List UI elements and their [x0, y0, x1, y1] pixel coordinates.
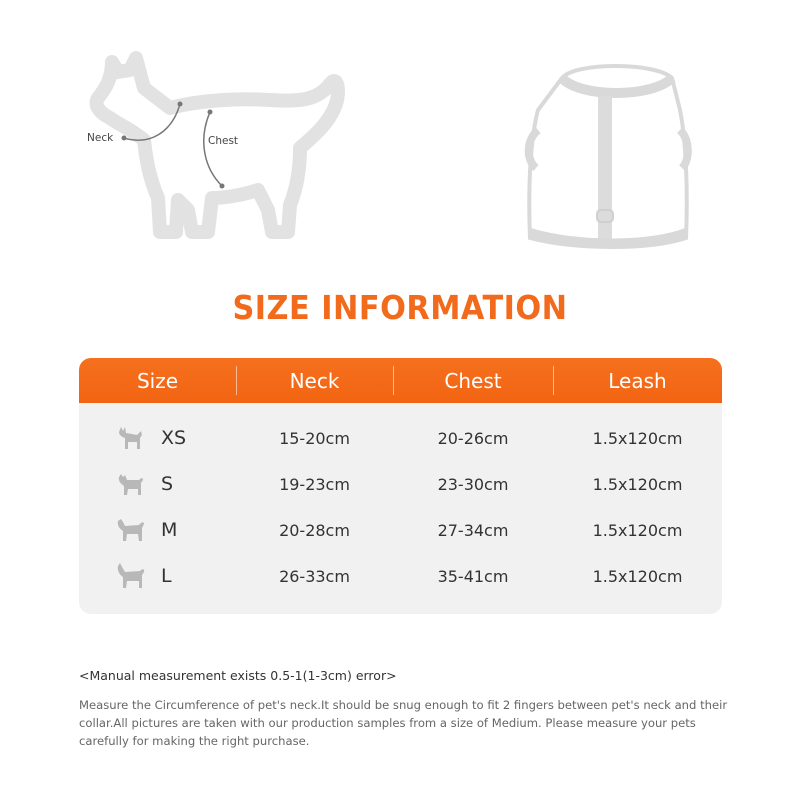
neck-cell: 15-20cm — [279, 428, 350, 448]
chest-cell: 23-30cm — [437, 474, 509, 494]
header-neck: Neck — [289, 368, 340, 393]
table-row — [79, 507, 722, 553]
header-divider — [393, 366, 394, 395]
size-cell — [79, 515, 236, 545]
leash-cell: 1.5x120cm — [592, 520, 683, 540]
chest-measure-line — [204, 112, 222, 186]
dog-xs-icon — [115, 423, 147, 453]
chest-cell: 20-26cm — [437, 428, 509, 448]
measurement-instructions: Measure the Circumference of pet's neck.It should be snug enough to fit 2 fingers between pet's neck and their collar.All pictures are taken with our production samples from a size of Medium. Please measure your pets carefully for making the right purchase. — [79, 698, 728, 748]
header-divider — [553, 366, 554, 395]
table-body — [79, 403, 722, 599]
chest-cell: 27-34cm — [437, 520, 509, 540]
size-cell — [79, 423, 236, 453]
table-row — [79, 553, 722, 599]
neck-cell: 20-28cm — [279, 520, 350, 540]
header-divider — [236, 366, 237, 395]
neck-cell: 19-23cm — [279, 474, 350, 494]
size-label: S — [161, 473, 174, 495]
table-row — [79, 415, 722, 461]
harness-vest-icon — [529, 66, 688, 247]
header-leash: Leash — [608, 368, 667, 393]
table-header — [79, 358, 722, 403]
chest-cell: 35-41cm — [437, 566, 509, 586]
measurement-illustration — [0, 0, 800, 280]
header-chest: Chest — [444, 368, 502, 393]
size-cell — [79, 561, 236, 591]
header-size: Size — [136, 368, 179, 393]
leash-cell: 1.5x120cm — [592, 474, 683, 494]
size-cell — [79, 469, 236, 499]
size-label: L — [161, 565, 172, 587]
neck-label: Neck — [87, 132, 114, 144]
table-row — [79, 461, 722, 507]
size-table — [79, 358, 722, 614]
leash-cell: 1.5x120cm — [592, 428, 683, 448]
chest-label: Chest — [208, 135, 239, 147]
dog-s-icon — [115, 469, 147, 499]
dog-l-icon — [115, 561, 147, 591]
dog-m-icon — [115, 515, 147, 545]
leash-cell: 1.5x120cm — [592, 566, 683, 586]
size-label: XS — [161, 427, 187, 449]
neck-cell: 26-33cm — [279, 566, 350, 586]
page-title: SIZE INFORMATION — [232, 288, 568, 327]
size-label: M — [161, 519, 178, 541]
measurement-error-note: <Manual measurement exists 0.5-1(1-3cm) error> — [79, 668, 397, 683]
